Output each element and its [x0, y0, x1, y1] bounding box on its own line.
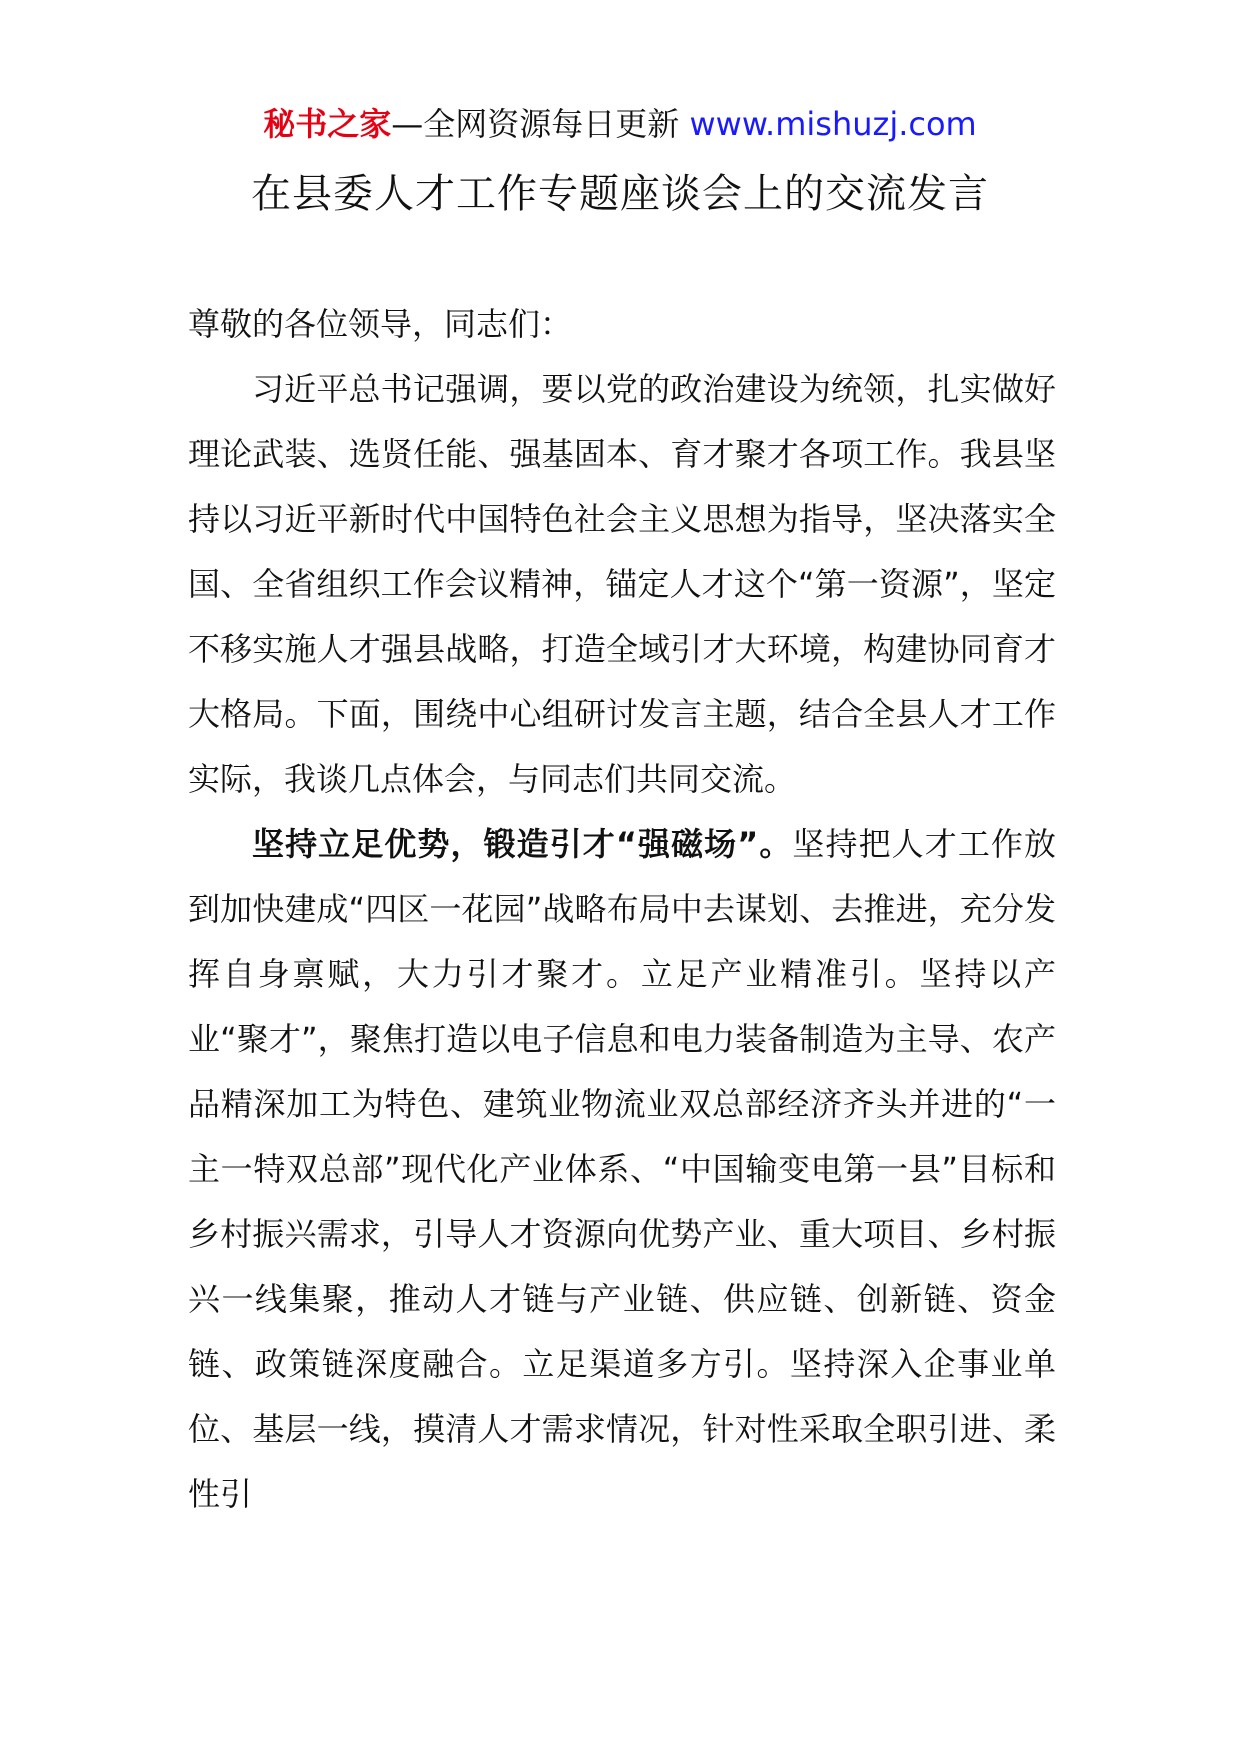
document-title: 在县委人才工作专题座谈会上的交流发言: [251, 171, 989, 217]
brand-name: 秘书之家: [263, 105, 392, 143]
site-url-link[interactable]: www.mishuzj.com: [689, 105, 977, 143]
salutation: 尊敬的各位领导，同志们：: [188, 305, 573, 343]
paragraph-section-1: [188, 812, 1056, 1527]
section-heading: 坚持立足优势，锻造引才“强磁场”。: [252, 825, 793, 863]
site-tagline: —全网资源每日更新: [391, 105, 690, 143]
section-body: 坚持把人才工作放到加快建成“四区一花园”战略布局中去谋划、去推进，充分发挥自身禀赋，大力引才聚才。立足产业精准引。坚持以产业“聚才”，聚焦打造以电子信息和电力装备制造为主导、农产品精深加工为特色、建筑业物流业双总部经济齐头并进的“一主一特双总部”现代化产业体系、“中国输变电第一县”目标和乡村振兴需求，引导人才资源向优势产业、重大项目、乡村振兴一线集聚，推动人才链与产业链、供应链、创新链、资金链、政策链深度融合。立足渠道多方引。坚持深入企事业单位、基层一线，摸清人才需求情况，针对性采取全职引进、柔性引: [188, 825, 1056, 1513]
site-header: [0, 100, 1240, 148]
paragraph-intro: 习近平总书记强调，要以党的政治建设为统领，扎实做好理论武装、选贤任能、强基固本、育才聚才各项工作。我县坚持以习近平新时代中国特色社会主义思想为指导，坚决落实全国、全省组织工作会议精神，锚定人才这个“第一资源”，坚定不移实施人才强县战略，打造全域引才大环境，构建协同育才大格局。下面，围绕中心组研讨发言主题，结合全县人才工作实际，我谈几点体会，与同志们共同交流。: [188, 370, 1056, 798]
document-body: [188, 292, 1056, 1527]
